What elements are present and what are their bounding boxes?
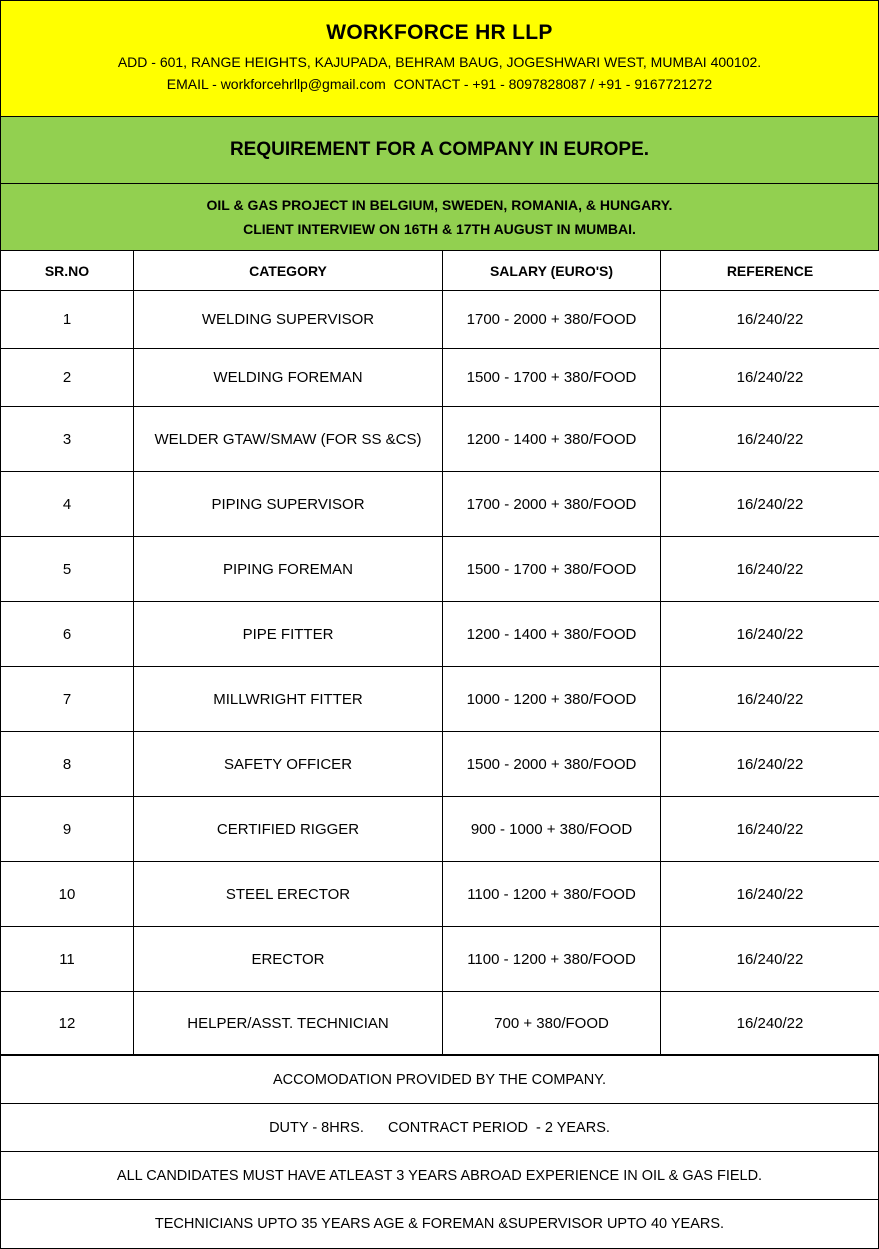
- cell-reference: 16/240/22: [661, 797, 879, 862]
- cell-srno: 6: [1, 602, 134, 667]
- table-row: [1, 407, 879, 472]
- table-row: [1, 667, 879, 732]
- company-contact: EMAIL - workforcehrllp@gmail.com CONTACT - +91 - 8097828087 / +91 - 9167721272: [1, 73, 878, 95]
- notes-table: [0, 1055, 879, 1249]
- cell-salary: 1000 - 1200 + 380/FOOD: [443, 667, 661, 732]
- vacancy-table: [0, 250, 879, 1055]
- cell-salary: 1700 - 2000 + 380/FOOD: [443, 472, 661, 537]
- vacancy-rows: [1, 291, 879, 1055]
- col-header-reference: REFERENCE: [661, 251, 879, 291]
- cell-reference: 16/240/22: [661, 992, 879, 1055]
- cell-category: PIPING FOREMAN: [134, 537, 443, 602]
- cell-salary: 1200 - 1400 + 380/FOOD: [443, 407, 661, 472]
- note-row: [1, 1152, 879, 1200]
- table-row: [1, 349, 879, 407]
- cell-category: SAFETY OFFICER: [134, 732, 443, 797]
- table-row: [1, 291, 879, 349]
- table-row: [1, 862, 879, 927]
- cell-category: MILLWRIGHT FITTER: [134, 667, 443, 732]
- cell-reference: 16/240/22: [661, 291, 879, 349]
- cell-srno: 9: [1, 797, 134, 862]
- project-info-band: [0, 183, 879, 250]
- table-row: [1, 797, 879, 862]
- cell-category: PIPE FITTER: [134, 602, 443, 667]
- cell-salary: 1500 - 2000 + 380/FOOD: [443, 732, 661, 797]
- note-duty-contract: DUTY - 8HRS. CONTRACT PERIOD - 2 YEARS.: [1, 1104, 879, 1152]
- table-row: [1, 927, 879, 992]
- cell-srno: 7: [1, 667, 134, 732]
- cell-reference: 16/240/22: [661, 927, 879, 992]
- cell-category: HELPER/ASST. TECHNICIAN: [134, 992, 443, 1055]
- table-row: [1, 537, 879, 602]
- cell-salary: 1200 - 1400 + 380/FOOD: [443, 602, 661, 667]
- cell-reference: 16/240/22: [661, 349, 879, 407]
- note-experience: ALL CANDIDATES MUST HAVE ATLEAST 3 YEARS ABROAD EXPERIENCE IN OIL & GAS FIELD.: [1, 1152, 879, 1200]
- note-row: [1, 1200, 879, 1249]
- requirement-title: REQUIREMENT FOR A COMPANY IN EUROPE.: [230, 139, 649, 161]
- cell-salary: 700 + 380/FOOD: [443, 992, 661, 1055]
- cell-srno: 8: [1, 732, 134, 797]
- cell-salary: 1100 - 1200 + 380/FOOD: [443, 927, 661, 992]
- note-row: [1, 1056, 879, 1104]
- cell-srno: 1: [1, 291, 134, 349]
- cell-reference: 16/240/22: [661, 472, 879, 537]
- cell-reference: 16/240/22: [661, 732, 879, 797]
- cell-reference: 16/240/22: [661, 667, 879, 732]
- cell-salary: 900 - 1000 + 380/FOOD: [443, 797, 661, 862]
- col-header-srno: SR.NO: [1, 251, 134, 291]
- company-address: ADD - 601, RANGE HEIGHTS, KAJUPADA, BEHRAM BAUG, JOGESHWARI WEST, MUMBAI 400102.: [1, 51, 878, 73]
- cell-reference: 16/240/22: [661, 602, 879, 667]
- col-header-salary: SALARY (EURO'S): [443, 251, 661, 291]
- cell-salary: 1100 - 1200 + 380/FOOD: [443, 862, 661, 927]
- table-row: [1, 472, 879, 537]
- cell-category: ERECTOR: [134, 927, 443, 992]
- cell-reference: 16/240/22: [661, 407, 879, 472]
- note-accommodation: ACCOMODATION PROVIDED BY THE COMPANY.: [1, 1056, 879, 1104]
- cell-srno: 4: [1, 472, 134, 537]
- cell-salary: 1500 - 1700 + 380/FOOD: [443, 349, 661, 407]
- project-locations: OIL & GAS PROJECT IN BELGIUM, SWEDEN, ROMANIA, & HUNGARY.: [207, 193, 673, 217]
- table-header-row: [1, 251, 879, 291]
- note-age-limit: TECHNICIANS UPTO 35 YEARS AGE & FOREMAN &SUPERVISOR UPTO 40 YEARS.: [1, 1200, 879, 1249]
- cell-srno: 10: [1, 862, 134, 927]
- company-header: [0, 0, 879, 116]
- cell-srno: 12: [1, 992, 134, 1055]
- table-row: [1, 602, 879, 667]
- note-row: [1, 1104, 879, 1152]
- table-row: [1, 992, 879, 1055]
- interview-dates: CLIENT INTERVIEW ON 16TH & 17TH AUGUST IN MUMBAI.: [243, 217, 636, 241]
- col-header-category: CATEGORY: [134, 251, 443, 291]
- cell-reference: 16/240/22: [661, 537, 879, 602]
- cell-salary: 1500 - 1700 + 380/FOOD: [443, 537, 661, 602]
- cell-category: WELDER GTAW/SMAW (FOR SS &CS): [134, 407, 443, 472]
- cell-category: STEEL ERECTOR: [134, 862, 443, 927]
- cell-srno: 3: [1, 407, 134, 472]
- company-name: WORKFORCE HR LLP: [1, 21, 878, 45]
- requirement-title-band: [0, 116, 879, 183]
- cell-category: WELDING FOREMAN: [134, 349, 443, 407]
- cell-salary: 1700 - 2000 + 380/FOOD: [443, 291, 661, 349]
- cell-category: WELDING SUPERVISOR: [134, 291, 443, 349]
- cell-category: PIPING SUPERVISOR: [134, 472, 443, 537]
- cell-srno: 5: [1, 537, 134, 602]
- cell-category: CERTIFIED RIGGER: [134, 797, 443, 862]
- cell-srno: 11: [1, 927, 134, 992]
- table-row: [1, 732, 879, 797]
- cell-reference: 16/240/22: [661, 862, 879, 927]
- cell-srno: 2: [1, 349, 134, 407]
